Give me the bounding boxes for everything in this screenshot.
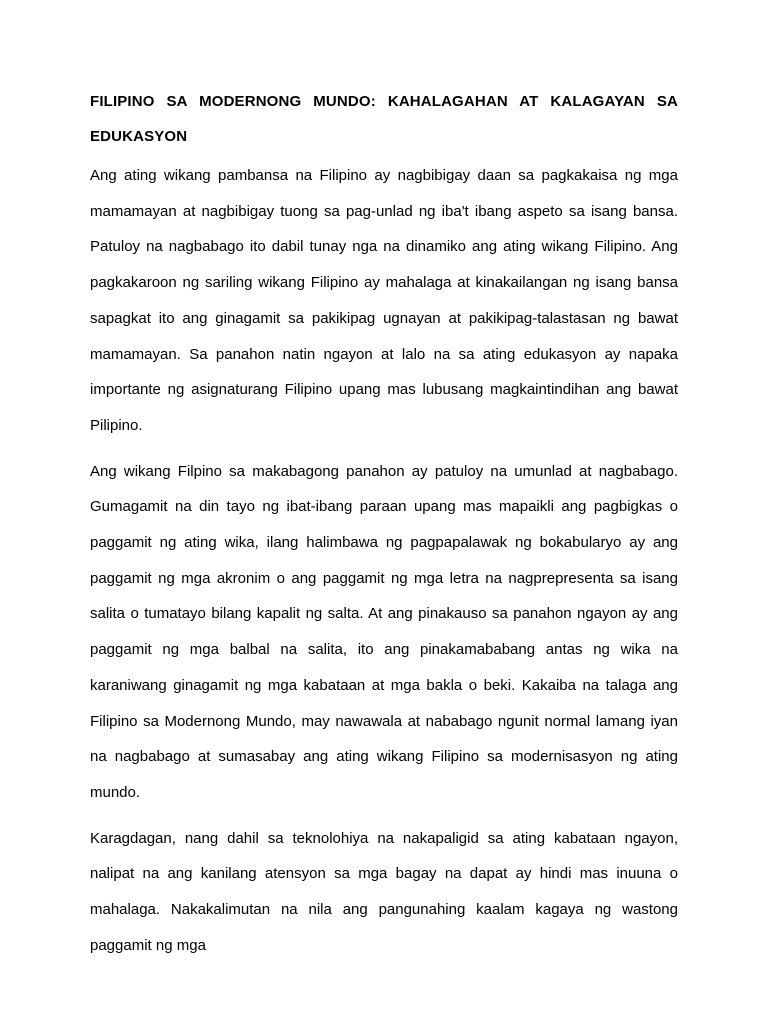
paragraph-3: Karagdagan, nang dahil sa teknolohiya na nakapaligid sa ating kabataan ngayon, nalipat na ang kanilang atensyon sa mga bagay na dapat ay hindi mas inuuna o mahalaga. Nakakalimutan na nila ang pangunahing kaalam kagaya ng wastong paggamit ng mga bbox=[90, 829, 678, 954]
document-body bbox=[90, 84, 678, 973]
document-title: FILIPINO SA MODERNONG MUNDO: KAHALAGAHAN AT KALAGAYAN SA EDUKASYON bbox=[90, 93, 678, 145]
paragraph-2: Ang wikang Filpino sa makabagong panahon ay patuloy na umunlad at nagbabago. Gumagamit na din tayo ng ibat-ibang paraan upang mas mapaikli ang pagbigkas o paggamit ng ating wika, ilang halimbawa ng pagpapalawak ng bokabularyo ay ang paggamit ng mga akronim o ang paggamit ng mga letra na nagprepresenta sa isang salita o tumatayo bilang kapalit ng salta. At ang pinakauso sa panahon ngayon ay ang paggamit ng mga balbal na salita, ito ang pinakamababang antas ng wika na karaniwang ginagamit ng mga kabataan at mga bakla o beki. Kakaiba na talaga ang Filipino sa Modernong Mundo, may nawawala at nababago ngunit normal lamang iyan na nagbabago at sumasabay ang ating wikang Filipino sa modernisasyon ng ating mundo. bbox=[90, 462, 678, 801]
paragraph-1: Ang ating wikang pambansa na Filipino ay nagbibigay daan sa pagkakaisa ng mga mamamayan at nagbibigay tuong sa pag-unlad ng iba't ibang aspeto sa isang bansa. Patuloy na nagbabago ito dabil tunay nga na dinamiko ang ating wikang Filipino. Ang pagkakaroon ng sariling wikang Filipino ay mahalaga at kinakailangan ng isang bansa sapagkat ito ang ginagamit sa pakikipag ugnayan at pakikipag-talastasan ng bawat mamamayan. Sa panahon natin ngayon at lalo na sa ating edukasyon ay napaka importante ng asignaturang Filipino upang mas lubusang magkaintindihan ang bawat Pilipino. bbox=[90, 167, 678, 434]
